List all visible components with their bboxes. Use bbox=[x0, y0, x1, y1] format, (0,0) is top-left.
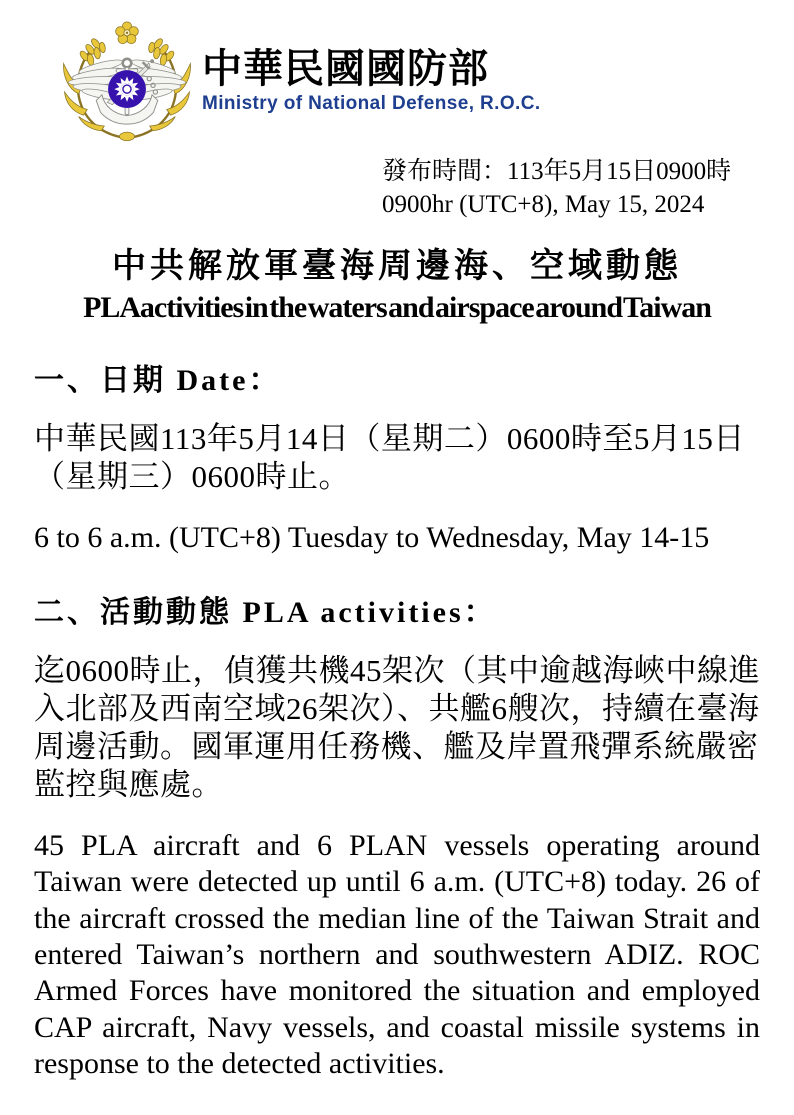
org-names bbox=[202, 18, 541, 115]
section-date-body-zh: 中華民國113年5月14日（星期二）0600時至5月15日（星期三）0600時止。 bbox=[34, 421, 745, 495]
section-activities-body-en: 45 PLA aircraft and 6 PLAN vessels operating around Taiwan were detected up until 6 a.m. (UTC+8) today. 26 of the aircraft crossed the median line of the Taiwan Strait and entered Taiwan’s northern and southwestern ADIZ. ROC Armed Forces have monitored the situation and employed CAP aircraft, Navy vessels, and coastal missile systems in response to the detected activities. bbox=[34, 829, 760, 1080]
doc-title bbox=[34, 238, 760, 325]
section-date-body-en: 6 to 6 a.m. (UTC+8) Tuesday to Wednesday, May 14-15 bbox=[34, 521, 710, 555]
section-date bbox=[34, 355, 760, 557]
release-time-en: 0900hr (UTC+8), May 15, 2024 bbox=[382, 191, 705, 218]
section-activities bbox=[34, 587, 760, 1083]
release-time-zh: 發布時間：113年5月15日0900時 bbox=[382, 158, 732, 185]
section-date-heading: 一、日期 Date： bbox=[34, 364, 282, 397]
header bbox=[56, 18, 760, 146]
section-activities-body-zh: 迄0600時止，偵獲共機45架次（其中逾越海峽中線進入北部及西南空域26架次）、共艦6艘次，持續在臺海周邊活動。國軍運用任務機、艦及岸置飛彈系統嚴密監控與應處。 bbox=[34, 652, 760, 802]
section-activities-heading: 二、活動動態 PLA activities： bbox=[34, 595, 497, 629]
org-name-en: Ministry of National Defense, R.O.C. bbox=[202, 93, 541, 114]
org-name-zh: 中華民國國防部 bbox=[202, 46, 489, 91]
doc-title-en: PLA activities in the waters and airspace around Taiwan bbox=[83, 291, 711, 324]
release-time bbox=[382, 155, 760, 221]
mnd-emblem-icon bbox=[56, 18, 198, 146]
doc-title-zh: 中共解放軍臺海周邊海、空域動態 bbox=[112, 248, 682, 285]
